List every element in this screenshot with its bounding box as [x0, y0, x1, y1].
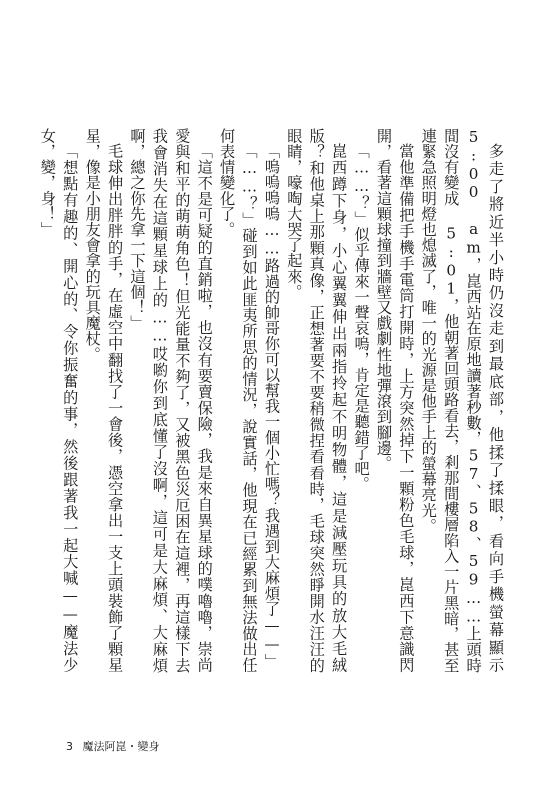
page-number: 3: [66, 740, 73, 753]
page-footer: [66, 738, 160, 754]
paragraph: 「……？」碰到如此匪夷所思的情況，說實話，他現在已經累到無法做出任何表情變化了。: [218, 128, 259, 673]
body-text: [38, 128, 507, 673]
paragraph: 「想點有趣的、開心的、令你振奮的事，然後跟著我一起大喊——魔法少女，變，身！」: [38, 128, 80, 673]
paragraph: 「這不是可疑的直銷啦，也沒有要賣保險，我是來自異星球的噗嚕嚕，崇尚愛與和平的萌萌角色！但光能量不夠了，又被黑色災厄困在這裡，再這樣下去我會消失在這顆星球上的……哎喲你到底懂了沒啊，這可是大麻煩、大麻煩啊，總之你先拿一下這個！」: [128, 128, 214, 673]
book-title: 魔法阿崑・變身: [82, 740, 160, 753]
paragraph: 多走了將近半小時仍沒走到最底部，他揉了揉眼，看向手機螢幕顯示 5:00 am，崑西站在原地讀著秒數，57、58、59……上頭時間沒有變成 5:01，他朝著回頭路看去，剎那間樓層陷入一片黑暗，甚至連緊急照明燈也熄滅了，唯一的光源是他手上的螢幕亮光。: [419, 128, 505, 673]
paragraph: 當他準備把手機手電筒打開時，上方突然掉下一顆粉色毛球，崑西下意識閃開，看著這顆球撞到牆壁又戲劇性地彈滾到腳邊。: [374, 128, 416, 673]
paragraph: 崑西蹲下身，小心翼翼伸出兩指拎起不明物體，這是減壓玩具的放大毛絨版？和他桌上那顆真像，正想著要不要稍微捏看看時，毛球突然睜開水汪汪的眼睛，嚎啕大哭了起來。: [285, 128, 349, 673]
paragraph: 毛球伸出胖胖的手，在虛空中翻找了一會後，憑空拿出一支上頭裝飾了顆星星，像是小朋友會拿的玩具魔杖。: [83, 128, 125, 673]
paragraph: 「……？」似乎傳來一聲哀嗚，肯定是聽錯了吧。: [352, 143, 371, 492]
paragraph: 「嗚嗚嗚嗚……路過的帥哥你可以幫我一個小忙嗎？我遇到大麻煩了——」: [262, 143, 281, 670]
